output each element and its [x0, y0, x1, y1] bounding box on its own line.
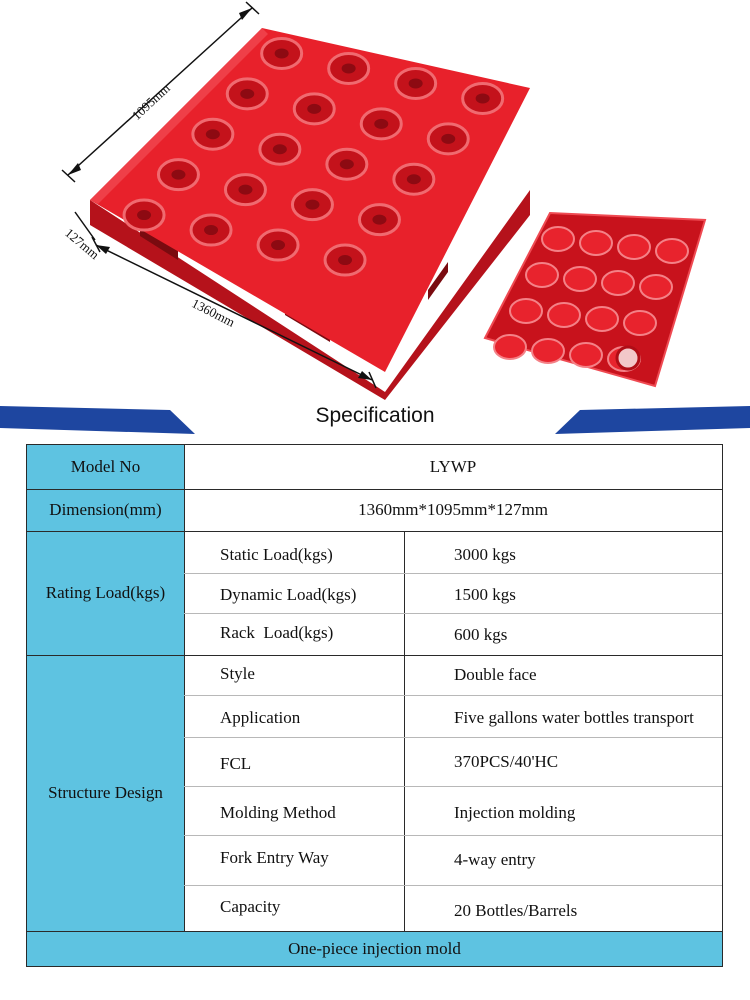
cup-hole: [409, 78, 423, 88]
structure-row-value: Five gallons water bottles transport: [454, 708, 694, 727]
bottom-cup: [618, 235, 650, 259]
specification-title: Specification: [315, 404, 435, 427]
cup-hole: [271, 240, 285, 250]
cup-hole: [342, 63, 356, 73]
bottom-cup: [656, 239, 688, 263]
dimension-length-label: 1360mm: [189, 295, 238, 330]
bottom-cup: [526, 263, 558, 287]
rating-load-label: Rating Load(kgs): [27, 531, 184, 655]
structure-row-value: 20 Bottles/Barrels: [454, 901, 578, 920]
rating-row-value: 600 kgs: [454, 625, 508, 644]
dimension-height-label: 127mm: [62, 225, 103, 263]
model-no-label: Model No: [27, 445, 184, 489]
dimension-label: Dimension(mm): [27, 489, 184, 531]
cup-hole: [407, 174, 421, 184]
bottom-cup: [602, 271, 634, 295]
structure-row-label: Fork Entry Way: [220, 848, 329, 867]
rating-row-value: 3000 kgs: [454, 545, 516, 564]
pallet-bottom-image: [480, 208, 720, 388]
cup-hole: [238, 185, 252, 195]
dimension-value: 1360mm*1095mm*127mm: [358, 500, 548, 519]
cup-hole: [305, 200, 319, 210]
cup-hole: [374, 119, 388, 129]
cup-hole: [340, 159, 354, 169]
cup-hole: [275, 48, 289, 58]
bottom-cup: [564, 267, 596, 291]
bottom-cup: [640, 275, 672, 299]
rating-row-label: Rack Load(kgs): [220, 623, 334, 642]
bottom-cup: [532, 339, 564, 363]
rating-row-label: Dynamic Load(kgs): [220, 585, 357, 604]
bottom-cup: [494, 335, 526, 359]
bottom-cup: [542, 227, 574, 251]
cup-hole: [204, 225, 218, 235]
structure-row-label: Capacity: [220, 897, 281, 916]
cup-hole: [171, 170, 185, 180]
structure-row-value: Injection molding: [454, 803, 576, 822]
structure-row-label: Application: [220, 708, 301, 727]
rating-row-label: Static Load(kgs): [220, 545, 333, 564]
cup-hole: [338, 255, 352, 265]
bottom-cup: [570, 343, 602, 367]
cup-hole: [307, 104, 321, 114]
cup-hole: [476, 93, 490, 103]
cup-hole: [441, 134, 455, 144]
structure-row-label: Molding Method: [220, 803, 336, 822]
bottom-cup: [624, 311, 656, 335]
structure-row-value: 4-way entry: [454, 850, 536, 869]
structure-row-value: 370PCS/40'HC: [454, 752, 559, 771]
bottom-cup: [510, 299, 542, 323]
structure-row-label: Style: [220, 664, 255, 683]
cup-hole: [137, 210, 151, 220]
bottom-cup: [580, 231, 612, 255]
structure-row-label: FCL: [220, 754, 252, 773]
bottom-cup: [586, 307, 618, 331]
footer-note: One-piece injection mold: [27, 931, 722, 966]
bottom-cup: [548, 303, 580, 327]
cup-hole: [372, 215, 386, 225]
structure-design-label: Structure Design: [27, 655, 184, 931]
cup-hole: [240, 89, 254, 99]
model-no-value: LYWP: [429, 457, 477, 476]
cup-hole: [206, 129, 220, 139]
dimension-width-label: 1095mm: [128, 80, 173, 123]
cup-hole: [273, 144, 287, 154]
rating-row-value: 1500 kgs: [454, 585, 516, 604]
specification-table: [26, 444, 723, 967]
structure-row-value: Double face: [454, 665, 537, 684]
